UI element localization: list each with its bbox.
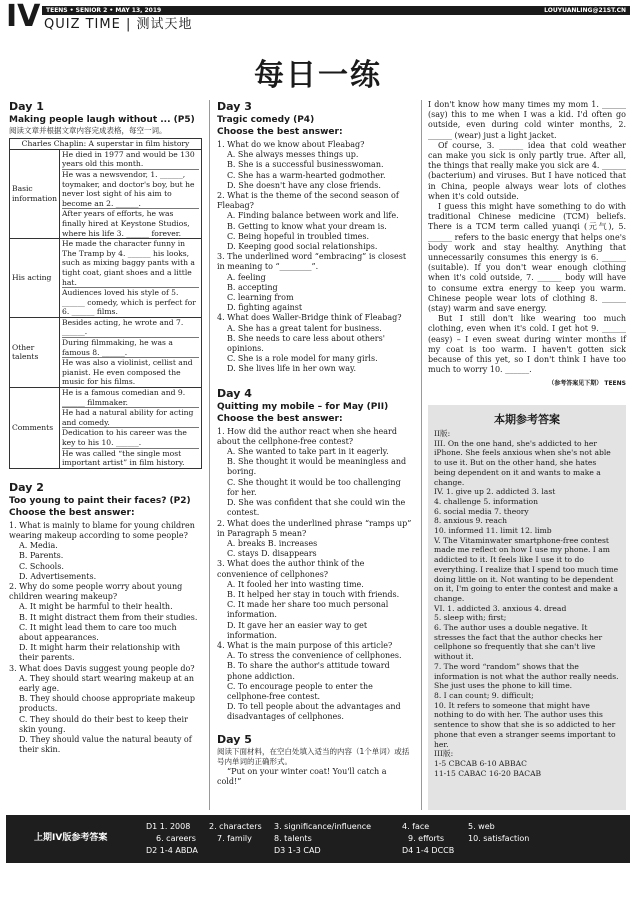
footer-answer: 8. talents [274, 834, 312, 843]
answer-option: D. Keeping good social relationships. [227, 242, 378, 252]
question-text: 3. What does Davis suggest young people do? [9, 663, 195, 673]
day3-questions [217, 140, 413, 375]
answer-option: D. It gave her an easier way to get information. [227, 620, 368, 640]
footer-answer: 4. face [402, 822, 430, 831]
answer-option: D. It might harm their relationship with their parents. [19, 643, 181, 663]
answer-option: A. To stress the convenience of cellphones. [227, 651, 402, 661]
day4-heading: Day 4 [217, 386, 252, 400]
row-line: He is a famous comedian and 9. ______ filmmaker. [62, 388, 186, 407]
row-line: He had a natural ability for acting and comedy. [62, 407, 199, 427]
row-content [60, 388, 202, 469]
answer-line: 10. informed 11. limit 12. limb [434, 526, 552, 536]
answer-option: C. It made her share too much personal information. [227, 600, 389, 620]
answer-line: 4. challenge 5. information [434, 496, 539, 506]
row-label: Comments [10, 388, 60, 469]
day5-instruction: 阅读下面材料，在空白处填入适当的内容（1个单词）或括号内单词的正确形式。 [217, 746, 410, 766]
row-line: Besides acting, he wrote and 7. ______. [62, 317, 184, 337]
section-roman: IV [6, 0, 41, 34]
answer-option: D. She lives life in her own way. [227, 364, 356, 374]
footer-label: 上期IV版参考答案 [34, 833, 108, 843]
column-2 [217, 100, 413, 787]
answer-line: 8. I can count; 9. difficult; [434, 690, 534, 700]
issue-info: TEENS • SENIOR 2 • MAY 13, 2019 [46, 7, 162, 14]
answer-option: A. They should start wearing makeup at an early age. [19, 673, 195, 694]
row-label: His acting [10, 239, 60, 318]
question-text: 2. Why do some people worry about young children wearing makeup? [9, 582, 183, 602]
row-line: After years of efforts, he was finally hired at Keystone Studios, where his life 3. ______ forever. [62, 208, 199, 238]
passage-paragraph: I guess this might have something to do with traditional Chinese medicine (TCM) beliefs. There is a TCM term called yuanqi (元气), 5. ______ refers to the basic energy that helps one's body work and stay healthy. Anything that unnecessarily consumes this energy is 6. ______ (suitable). If you don't wear enough clothing when it's cold outside, 7. ______ body will have to consume extra energy to keep you warm. Chinese people wear lots of clothing 8. ______ (stay) warm and save energy. [428, 202, 626, 314]
day2-questions [9, 521, 202, 756]
answer-option: B. Parents. [19, 551, 64, 561]
answer-option: B. It might distract them from their studies. [19, 612, 198, 622]
footer-answer: 9. efforts [408, 834, 445, 843]
answer-option: C. Schools. [19, 561, 64, 571]
table-title: Charles Chaplin: A superstar in film history [10, 139, 202, 150]
answer-option: C. She has a warm-hearted godmother. [227, 170, 386, 180]
footer-answer: 10. satisfaction [468, 834, 530, 843]
answer-option: B. They should choose appropriate makeup products. [19, 694, 195, 714]
row-line: During filmmaking, he was a famous 8. ______. [62, 337, 199, 357]
row-line: He was a newsvendor, 1. ______, toymaker, and doctor's boy, but he never lost sight of his aim to become an 2. ______. [62, 169, 199, 208]
answer-line: 10. It refers to someone that might have nothing to do with her. The author uses this sentence to show that she is so addicted to her phone that even a stranger seems important to her. [434, 700, 616, 749]
footer-answer: D4 1-4 DCCB [402, 846, 455, 855]
answer-option: B. She thought it would be meaningless and boring. [227, 457, 407, 477]
day4-questions [217, 427, 413, 723]
answer-option: C. learning from [227, 293, 294, 303]
answer-option: D. fighting against [227, 303, 303, 313]
footer-answer: D2 1-4 ABDA [146, 846, 198, 855]
answer-line: II版: [434, 429, 451, 438]
answer-note: （参考答案见下期） TEENS [548, 380, 626, 388]
answer-box [428, 405, 626, 810]
row-line: He was called “the single most important artist” in film history. [62, 448, 199, 468]
day5-heading: Day 5 [217, 732, 252, 746]
day1-instruction: 阅读文章并根据文章内容完成表格，每空一词。 [9, 126, 167, 135]
answer-option: D. She was confident that she could win the contest. [227, 498, 406, 518]
footer-answers [6, 815, 630, 863]
answer-option: A. She has a great talent for business. [227, 323, 382, 333]
answer-box-title: 本期参考答案 [494, 413, 560, 426]
day2-title: Too young to paint their faces? (P2) [9, 495, 191, 506]
footer-answer: D1 1. 2008 [146, 822, 191, 831]
answer-option: C. She is a role model for many girls. [227, 354, 378, 364]
day4-instruction: Choose the best answer: [217, 413, 343, 424]
day5-passage-start: “Put on your winter coat! You'll catch a cold!” [217, 766, 387, 787]
row-content [60, 239, 202, 318]
day4-title: Quitting my mobile – for May (PII) [217, 401, 389, 412]
passage-paragraph: I don't know how many times my mom 1. ______ (say) this to me when I was a kid. I'd often go outside, even during cold winter months, 2. ______ (wear) just a light jacket. [428, 100, 626, 140]
answer-option: D. Advertisements. [19, 571, 97, 581]
answer-option: C. It might lead them to care too much about appearances. [19, 622, 177, 643]
day5-passage [428, 100, 626, 375]
footer-answer: 2. characters [209, 822, 262, 831]
answer-option: B. Getting to know what your dream is. [227, 221, 387, 231]
answer-option: A. breaks B. increases [227, 538, 318, 548]
answer-line: 6. The author uses a double negative. It stresses the fact that the author checks her cellphone so frequently that she can't live without it. [434, 623, 603, 662]
answer-line: 8. anxious 9. reach [434, 516, 508, 526]
row-content [60, 317, 202, 387]
answer-option: B. accepting [227, 282, 278, 292]
answer-option: A. She always messes things up. [227, 150, 359, 160]
column-divider [209, 100, 210, 810]
site-email: LOUYUANLING@21ST.CN [544, 7, 626, 14]
answer-line: 11-15 CABAC 16-20 BACAB [434, 768, 542, 778]
answer-option: C. They should do their best to keep their skin young. [19, 714, 188, 734]
day2-instruction: Choose the best answer: [9, 507, 135, 518]
question-text: 4. What does Waller-Bridge think of Fleabag? [217, 313, 402, 323]
answer-line: III版: [434, 749, 454, 759]
answer-line: VI. 1. addicted 3. anxious 4. dread [434, 603, 567, 613]
row-line: He was also a violinist, cellist and pianist. He even composed the music for his films. [62, 357, 199, 387]
answer-option: C. Being hopeful in troubled times. [227, 231, 370, 241]
answer-option: C. She thought it would be too challenging for her. [227, 477, 401, 497]
passage-paragraph: Of course, 3. ______ idea that cold weather can make you sick is only partly true. After all, the things that really make you sick are 4. ______ (bacterium) and viruses. But I have noticed that in China, people always wear lots of clothes when it's cold outside. [428, 140, 626, 201]
answer-line: III. On the one hand, she's addicted to her iPhone. She feels anxious when she's not able to use it. But on the other hand, she hates being dependent on it and wants to make a change. [434, 438, 611, 487]
answer-lines [434, 429, 620, 778]
table-row [10, 239, 202, 318]
day3-title: Tragic comedy (P4) [217, 115, 315, 125]
row-content [60, 149, 202, 238]
answer-line: 7. The word “random” shows that the information is not what the author really needs. She just uses the phone to kill time. [434, 661, 619, 691]
answer-line: 5. sleep with; first; [434, 613, 507, 623]
table-row [10, 149, 202, 238]
answer-option: A. It fooled her into wasting time. [227, 579, 364, 589]
day1-title: Making people laugh without ... (P5) [9, 115, 195, 125]
question-text: 2. What does the underlined phrase “ramps up” in Paragraph 5 mean? [217, 518, 412, 538]
day1-table [9, 138, 202, 469]
day2-heading: Day 2 [9, 480, 44, 494]
page-title: 每日一练 [254, 58, 382, 93]
answer-line: V. The Vitaminwater smartphone-free contest made me reflect on how I use my phone. I am addicted to it. It feels like I use it to do everything. I realize that I spend too much time doing little on it. Not wanting to be dependent on it, I'm going to enter the contest and make a change. [434, 535, 619, 603]
answer-option: B. She needs to care less about others' opinions. [227, 333, 385, 354]
answer-option: A. It might be harmful to their health. [19, 602, 173, 612]
column-divider [421, 100, 422, 810]
day1-heading: Day 1 [9, 100, 44, 113]
footer-answer: 3. significance/influence [274, 822, 372, 831]
column-3 [428, 100, 626, 387]
answer-option: A. feeling [227, 272, 266, 282]
question-text: 1. How did the author react when she heard about the cellphone-free contest? [217, 426, 397, 446]
answer-option: C. To encourage people to enter the cellphone-free contest. [227, 681, 373, 701]
day3-instruction: Choose the best answer: [217, 127, 343, 137]
answer-option: C. stays D. disappears [227, 549, 317, 559]
footer-answer: 6. careers [156, 834, 196, 843]
answer-line: 1-5 CBCAB 6-10 ABBAC [434, 758, 527, 768]
row-line: Dedication to his career was the key to his 10. ______. [62, 427, 199, 447]
answer-option: D. She doesn't have any close friends. [227, 180, 381, 190]
row-line: He made the character funny in The Tramp by 4. ______ his looks, such as mixing baggy pants with a tight coat, giant shoes and a little hat. [62, 239, 195, 287]
row-label: Other talents [10, 317, 60, 387]
answer-option: D. They should value the natural beauty of their skin. [19, 735, 192, 755]
question-text: 2. What is the theme of the second season of Fleabag? [217, 191, 399, 211]
row-label: Basic information [10, 149, 60, 238]
answer-option: B. To share the author's attitude toward phone addiction. [227, 661, 390, 681]
footer-answer: D3 1-3 CAD [274, 846, 321, 855]
column-1 [9, 100, 202, 755]
answer-option: D. To tell people about the advantages and disadvantages of cellphones. [227, 702, 401, 722]
answer-line: IV. 1. give up 2. addicted 3. last [434, 487, 556, 497]
question-text: 1. What is mainly to blame for young children wearing makeup according to some people? [9, 520, 195, 540]
row-line: He died in 1977 and would be 130 years old this month. [62, 149, 195, 169]
question-text: 3. What does the author think of the convenience of cellphones? [217, 559, 365, 579]
footer-answer: 7. family [217, 834, 252, 843]
section-name: QUIZ TIME | 测试天地 [44, 17, 193, 32]
answer-option: A. Finding balance between work and life. [227, 211, 399, 221]
answer-option: A. Media. [19, 541, 58, 551]
answer-line: 6. social media 7. theory [434, 506, 529, 516]
table-row [10, 317, 202, 387]
page-header [6, 0, 630, 34]
passage-paragraph: But I still don't like wearing too much clothing, even when it's cold. I get hot 9. ______ (easy) – I even sweat during winter months if my coat is too warm. I haven't gotten sick because of this yet, so I don't think I have too much to worry 10. ______. [428, 314, 626, 375]
footer-answer: 5. web [468, 822, 495, 831]
top-bar [42, 6, 630, 15]
question-text: 3. The underlined word “embracing” is closest in meaning to “________”. [217, 252, 407, 272]
row-line: Audiences loved his style of 5. ______ comedy, which is perfect for 6. ______ films. [62, 287, 199, 317]
table-row [10, 388, 202, 469]
day3-heading: Day 3 [217, 100, 252, 113]
question-text: 4. What is the main purpose of this article? [217, 640, 393, 650]
question-text: 1. What do we know about Fleabag? [217, 140, 365, 149]
answer-option: A. She wanted to take part in it eagerly. [227, 447, 389, 457]
answer-option: B. She is a successful businesswoman. [227, 160, 384, 170]
answer-option: B. It helped her stay in touch with friends. [227, 589, 400, 599]
